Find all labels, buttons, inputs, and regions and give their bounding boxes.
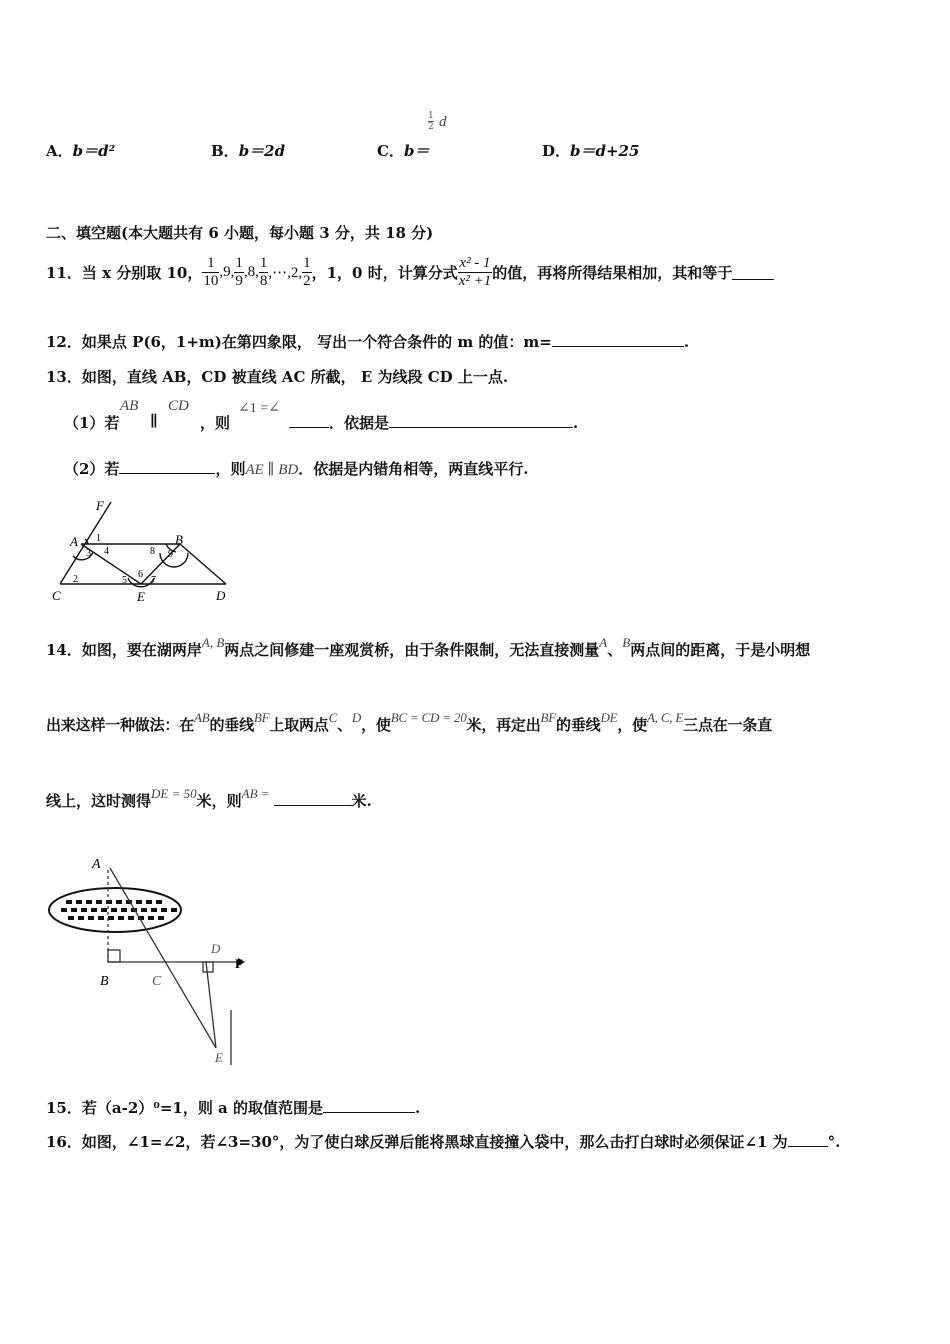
q13-part-1 [64,412,119,433]
q11-frac-1-8: $\frac{1}{8}$ [259,254,268,289]
q13-p1-ab: AB [120,398,139,414]
q11-frac-den: x² +1 [458,272,492,289]
q14-l3-de: DE = 50 [151,786,197,801]
fig13-label-a: A [70,534,78,549]
fig14-line-de [206,962,216,1048]
q11-seq-dots: ,⋯,2, [268,264,303,281]
q14-l2f: 的垂线 [556,716,601,734]
fig13-angle-6: 6 [138,569,143,580]
q11-frac-1-10: $\frac{1}{10}$ [203,254,219,289]
q15-answer-blank[interactable] [323,1098,415,1113]
option-c-var: d [439,114,447,130]
q14-l1-sep: 、 [607,641,623,659]
q14-number: 14． [46,641,82,659]
option-a-label: A． [46,142,73,160]
q13-p1-parallel: ∥ [150,412,158,430]
fig13-angle-8: 8 [150,546,155,557]
fig13-angle-7: 7 [151,575,156,586]
option-c-label: C． [377,142,404,160]
q11-frac-1-9: $\frac{1}{9}$ [235,254,243,289]
fig13-label-c: C [52,588,61,603]
q11-tail: ，1，0 时，计算分式 [311,263,458,282]
option-c-frac-num: 1 [428,111,434,121]
q13-p1-basis: ．依据是 [329,414,390,432]
q13-part-2 [64,458,528,479]
figure-14 [48,850,258,1070]
fig14-label-f: F [235,956,243,971]
q14-l2-eq: BC = CD = 20 [390,710,467,725]
fig13-line-be [141,544,180,584]
question-15 [46,1097,420,1118]
q14-l2-bf: BF [253,710,270,725]
q13-p2-expr: AE ∥ BD [245,462,299,478]
question-13 [46,366,508,387]
q12-answer-blank[interactable] [552,332,684,347]
section-heading: 二、填空题(本大题共有 6 小题，每小题 3 分，共 18 分) [46,224,434,242]
q14-l2a: 出来这样一种做法：在 [46,716,195,734]
q13-p1-tail [289,412,578,433]
q11-answer-blank[interactable] [732,265,774,280]
q14-l2-ace: A, C, E [646,710,684,725]
q14-l3c: 米. [351,792,372,810]
q14-l2g: ，使 [617,716,647,734]
q14-l2h: 三点在一条直 [683,716,772,734]
option-c-expr: b＝ [403,142,430,160]
option-c-fraction [428,111,434,132]
q11-pre: 当 x 分别取 10， [81,263,203,282]
q16-text: 如图，∠1=∠2，若∠3=30°，为了使白球反弹后能将黑球直接撞入袋中，那么击打白球时必须保证∠1 为 [81,1133,788,1151]
q12-end: . [683,333,690,351]
q15-end: . [415,1099,421,1117]
q13-text: 如图，直线 AB，CD 被直线 AC 所截， E 为线段 CD 上一点. [81,368,509,386]
fig14-label-e: E [215,1050,223,1065]
option-b-label: B． [211,142,239,160]
fig13-angle-5: 5 [122,575,127,586]
q14-l2-sep: 、 [337,716,352,734]
option-b [211,140,285,161]
q14-l2-bf2: BF [540,710,557,725]
q15-number: 15． [46,1099,82,1117]
q13-p2-label: （2）若 [64,460,120,478]
question-14-line-2 [46,710,772,735]
option-c [377,140,429,161]
q14-l3-ab: AB = [241,786,270,801]
q13-number: 13． [46,368,82,386]
option-a [46,140,115,161]
fig13-label-d: D [216,588,226,603]
q14-l1b: 两点之间修建一座观赏桥，由于条件限制，无法直接测量 [224,641,600,659]
question-16 [46,1131,840,1152]
q11-fraction [458,255,493,290]
question-11 [46,252,774,292]
q14-l1-a: A [599,635,608,650]
q13-p1-end: . [573,414,579,432]
q15-text: 若（a-2）⁰=1，则 a 的取值范围是 [81,1099,323,1117]
fig13-line-ac [60,502,111,584]
fig13-angle-3: 3 [86,548,91,559]
fig14-label-d: D [211,941,221,956]
q13-p2-blank[interactable] [119,459,215,474]
option-a-expr: b＝d² [72,142,116,160]
q13-p1-angle: ∠1 =∠ [238,401,280,416]
fig13-line-bd [180,544,226,584]
q13-p1-label: （1）若 [64,414,120,432]
fig13-angle-1: 1 [96,533,101,544]
question-12 [46,331,689,352]
q14-l2e: 米，再定出 [466,716,541,734]
q11-frac-num: x² - 1 [459,254,491,271]
option-d-label: D． [542,142,571,160]
question-14-line-3 [46,786,372,811]
q14-l2d: ，使 [361,716,391,734]
q13-p2-basis: ．依据是内错角相等，两直线平行. [298,460,529,478]
q12-text: 如果点 P(6，1+m)在第四象限， 写出一个符合条件的 m 的值：m= [81,333,552,351]
fig13-label-e: E [137,589,145,604]
fig14-right-angle-b [108,950,120,962]
q14-l2-d: D [351,710,362,725]
q14-l1-b: B [622,635,631,650]
q14-l2b: 的垂线 [209,716,254,734]
q14-l2-de: DE [600,710,618,725]
q14-l1c: 两点间的距离，于是小明想 [630,641,811,659]
q13-p1-basis-blank[interactable] [389,413,573,428]
option-c-frac-den: 2 [428,122,434,132]
fig13-label-f: F [96,498,104,513]
fig13-angle-4: 4 [104,546,109,557]
q14-l2-c: C [328,710,338,725]
option-b-expr: b＝2d [238,142,286,160]
question-14-line-1 [46,635,811,660]
fig14-right-angle-d [203,962,213,972]
figure-13 [48,496,238,606]
fig14-label-c: C [152,974,162,989]
q13-p1-then: ，则 [200,414,231,432]
q14-l1a: 如图，要在湖两岸 [81,641,202,659]
q14-l1-ab: A, B [201,635,225,650]
fig14-lake-marks [61,900,177,920]
option-d [542,140,639,161]
fig13-angle-9: 9 [168,549,173,560]
q11-frac-1-2: $\frac{1}{2}$ [303,254,311,289]
q13-p1-angle-blank[interactable] [289,413,329,428]
q16-answer-blank[interactable] [788,1132,828,1147]
option-d-expr: b＝d+25 [570,142,640,160]
q16-number: 16． [46,1133,82,1151]
q14-l2-ab: AB [194,710,210,725]
q12-number: 12． [46,333,82,351]
q11-seq-8: ,8, [243,263,259,280]
q11-number: 11． [46,263,82,282]
fig13-angle-2: 2 [73,574,78,585]
q14-l2c: 上取两点 [269,716,329,734]
q14-answer-blank[interactable] [274,791,352,806]
q16-end: °. [827,1133,841,1151]
q11-post: 的值，再将所得结果相加，其和等于 [492,263,733,282]
fig14-label-b: B [100,974,109,989]
q11-seq-9: ,9, [219,263,235,280]
fig14-label-a: A [92,857,101,872]
q13-p1-cd: CD [168,398,189,414]
q13-p2-then: ，则 [215,460,246,478]
q14-l3a: 线上，这时测得 [46,792,152,810]
fig13-label-b: B [175,532,183,547]
q14-l3b: 米，则 [196,792,242,810]
